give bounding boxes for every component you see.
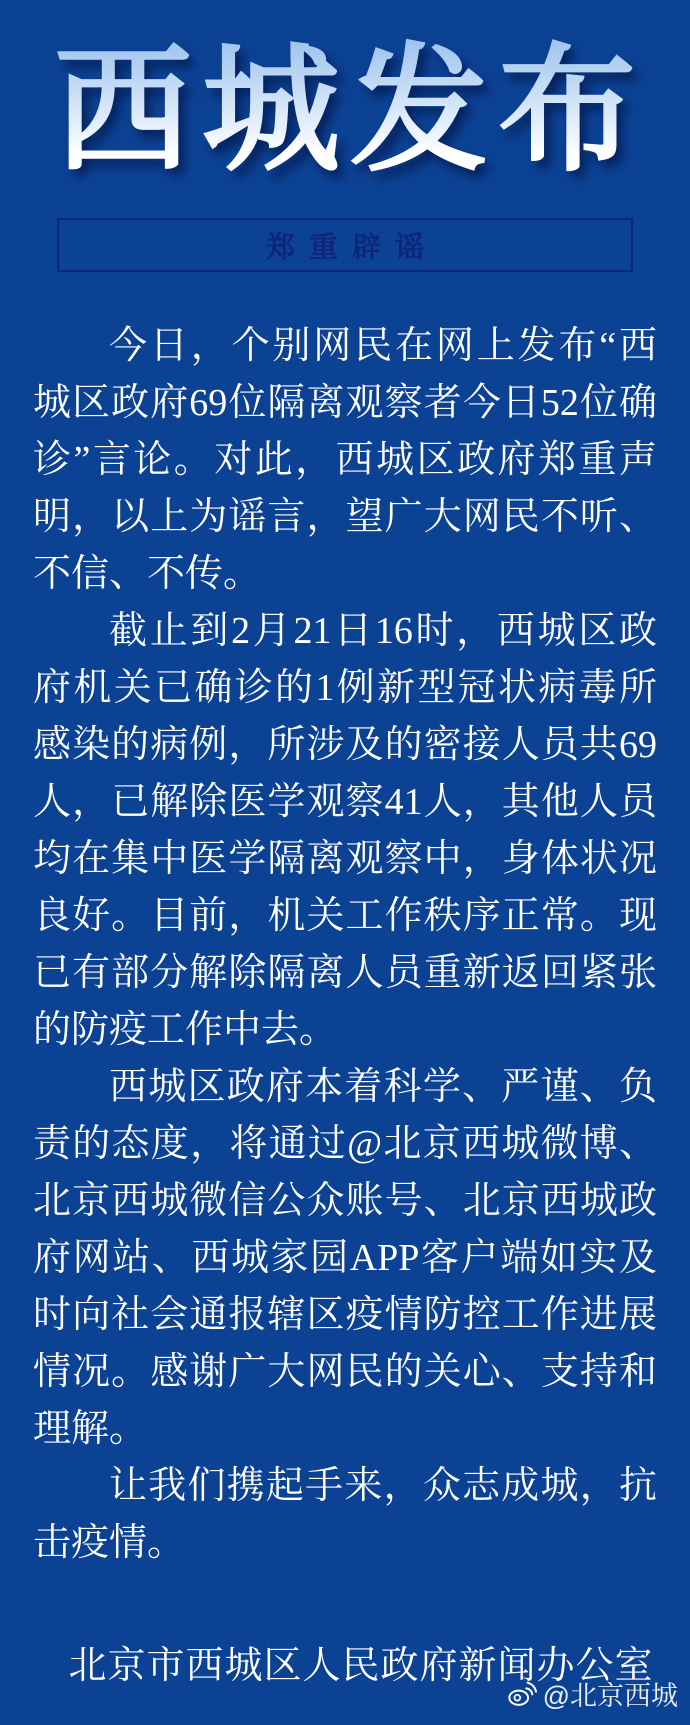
- banner-label: 郑重辟谣: [265, 231, 438, 264]
- paragraph-information-channels: 西城区政府本着科学、严谨、负责的态度，将通过@北京西城微博、北京西城微信公众账号、北京西城政府网站、西城家园APP客户端如实及时向社会通报辖区疫情防控工作进展情况。感谢广大网民的关心、支持和理解。: [33, 1066, 657, 1451]
- paragraph-closing-slogan: 让我们携起手来，众志成城，抗击疫情。: [33, 1465, 657, 1565]
- page-title: 西城发布: [20, 38, 670, 184]
- banner-box: [57, 218, 633, 272]
- paragraph-rumor-statement: 今日，个别网民在网上发布“西城区政府69位隔离观察者今日52位确诊”言论。对此，西城区政府郑重声明，以上为谣言，望广大网民不听、不信、不传。: [33, 325, 657, 596]
- announcement-body: [33, 318, 657, 1572]
- weibo-watermark: [507, 1674, 678, 1713]
- weibo-icon: [507, 1680, 537, 1707]
- weibo-handle: @北京西城: [542, 1681, 678, 1711]
- issuer-signature: 北京市西城区人民政府新闻办公室: [68, 1645, 654, 1688]
- paragraph-case-facts: 截止到2月21日16时，西城区政府机关已确诊的1例新型冠状病毒所感染的病例，所涉及的密接人员共69人，已解除医学观察41人，其他人员均在集中医学隔离观察中，身体状况良好。目前，机关工作秩序正常。现已有部分解除隔离人员重新返回紧张的防疫工作中去。: [33, 610, 657, 1052]
